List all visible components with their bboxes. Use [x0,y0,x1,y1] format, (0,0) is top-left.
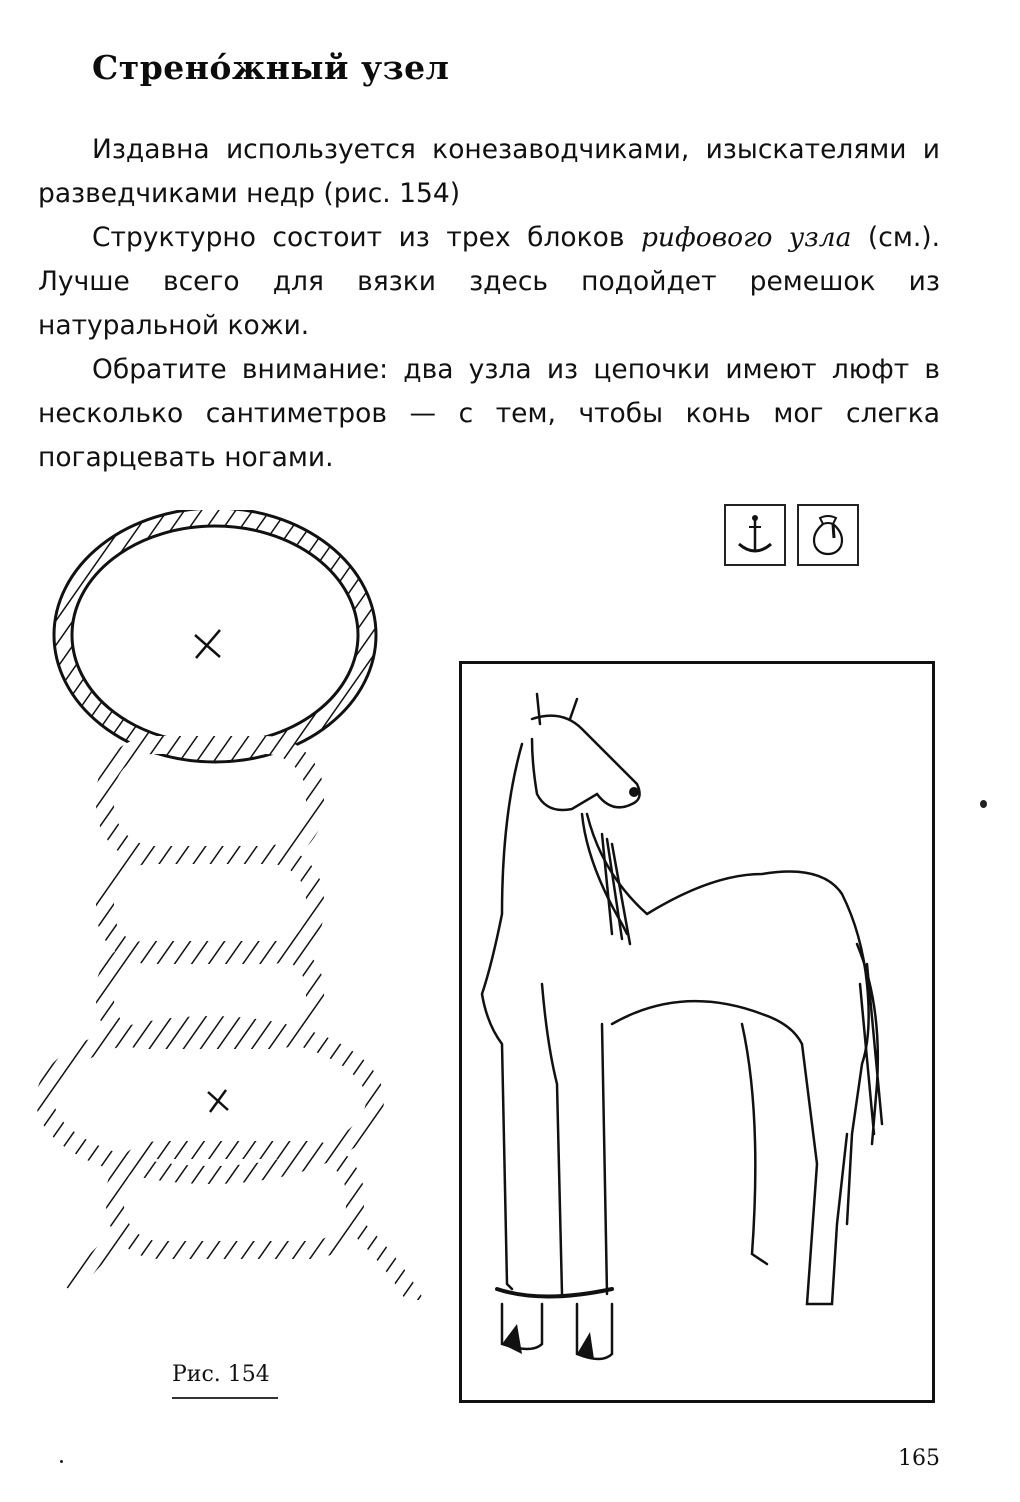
paragraph-2-end: (см.). Лучше всего для вязки здесь подойдет ремешок из натуральной кожи. [38,222,941,341]
paragraph-2 [38,216,940,348]
hobble-knot-illustration [30,510,450,1300]
scan-speck [980,800,987,808]
figure-caption: Рис. 154 [172,1362,278,1399]
hobbled-horse-illustration [459,661,935,1403]
body-text [38,128,940,480]
page-number: 165 [898,1446,940,1471]
paragraph-2-start: Структурно состоит из трех блоков [92,222,641,253]
horse-drawing [462,664,932,1400]
reef-knot-reference: рифового узла [640,222,852,253]
anchor-icon [724,504,786,566]
scan-speck [60,1460,63,1463]
section-title: Стренóжный узел [92,48,450,87]
paragraph-1: Издавна используется конезаводчиками, изыскателями и разведчиками недр (рис. 154) [38,134,940,209]
category-icons [724,504,859,566]
sack-icon [797,504,859,566]
paragraph-3: Обратите внимание: два узла из цепочки имеют люфт в несколько сантиметров — с тем, чтобы конь мог слегка погарцевать ногами. [38,354,940,473]
